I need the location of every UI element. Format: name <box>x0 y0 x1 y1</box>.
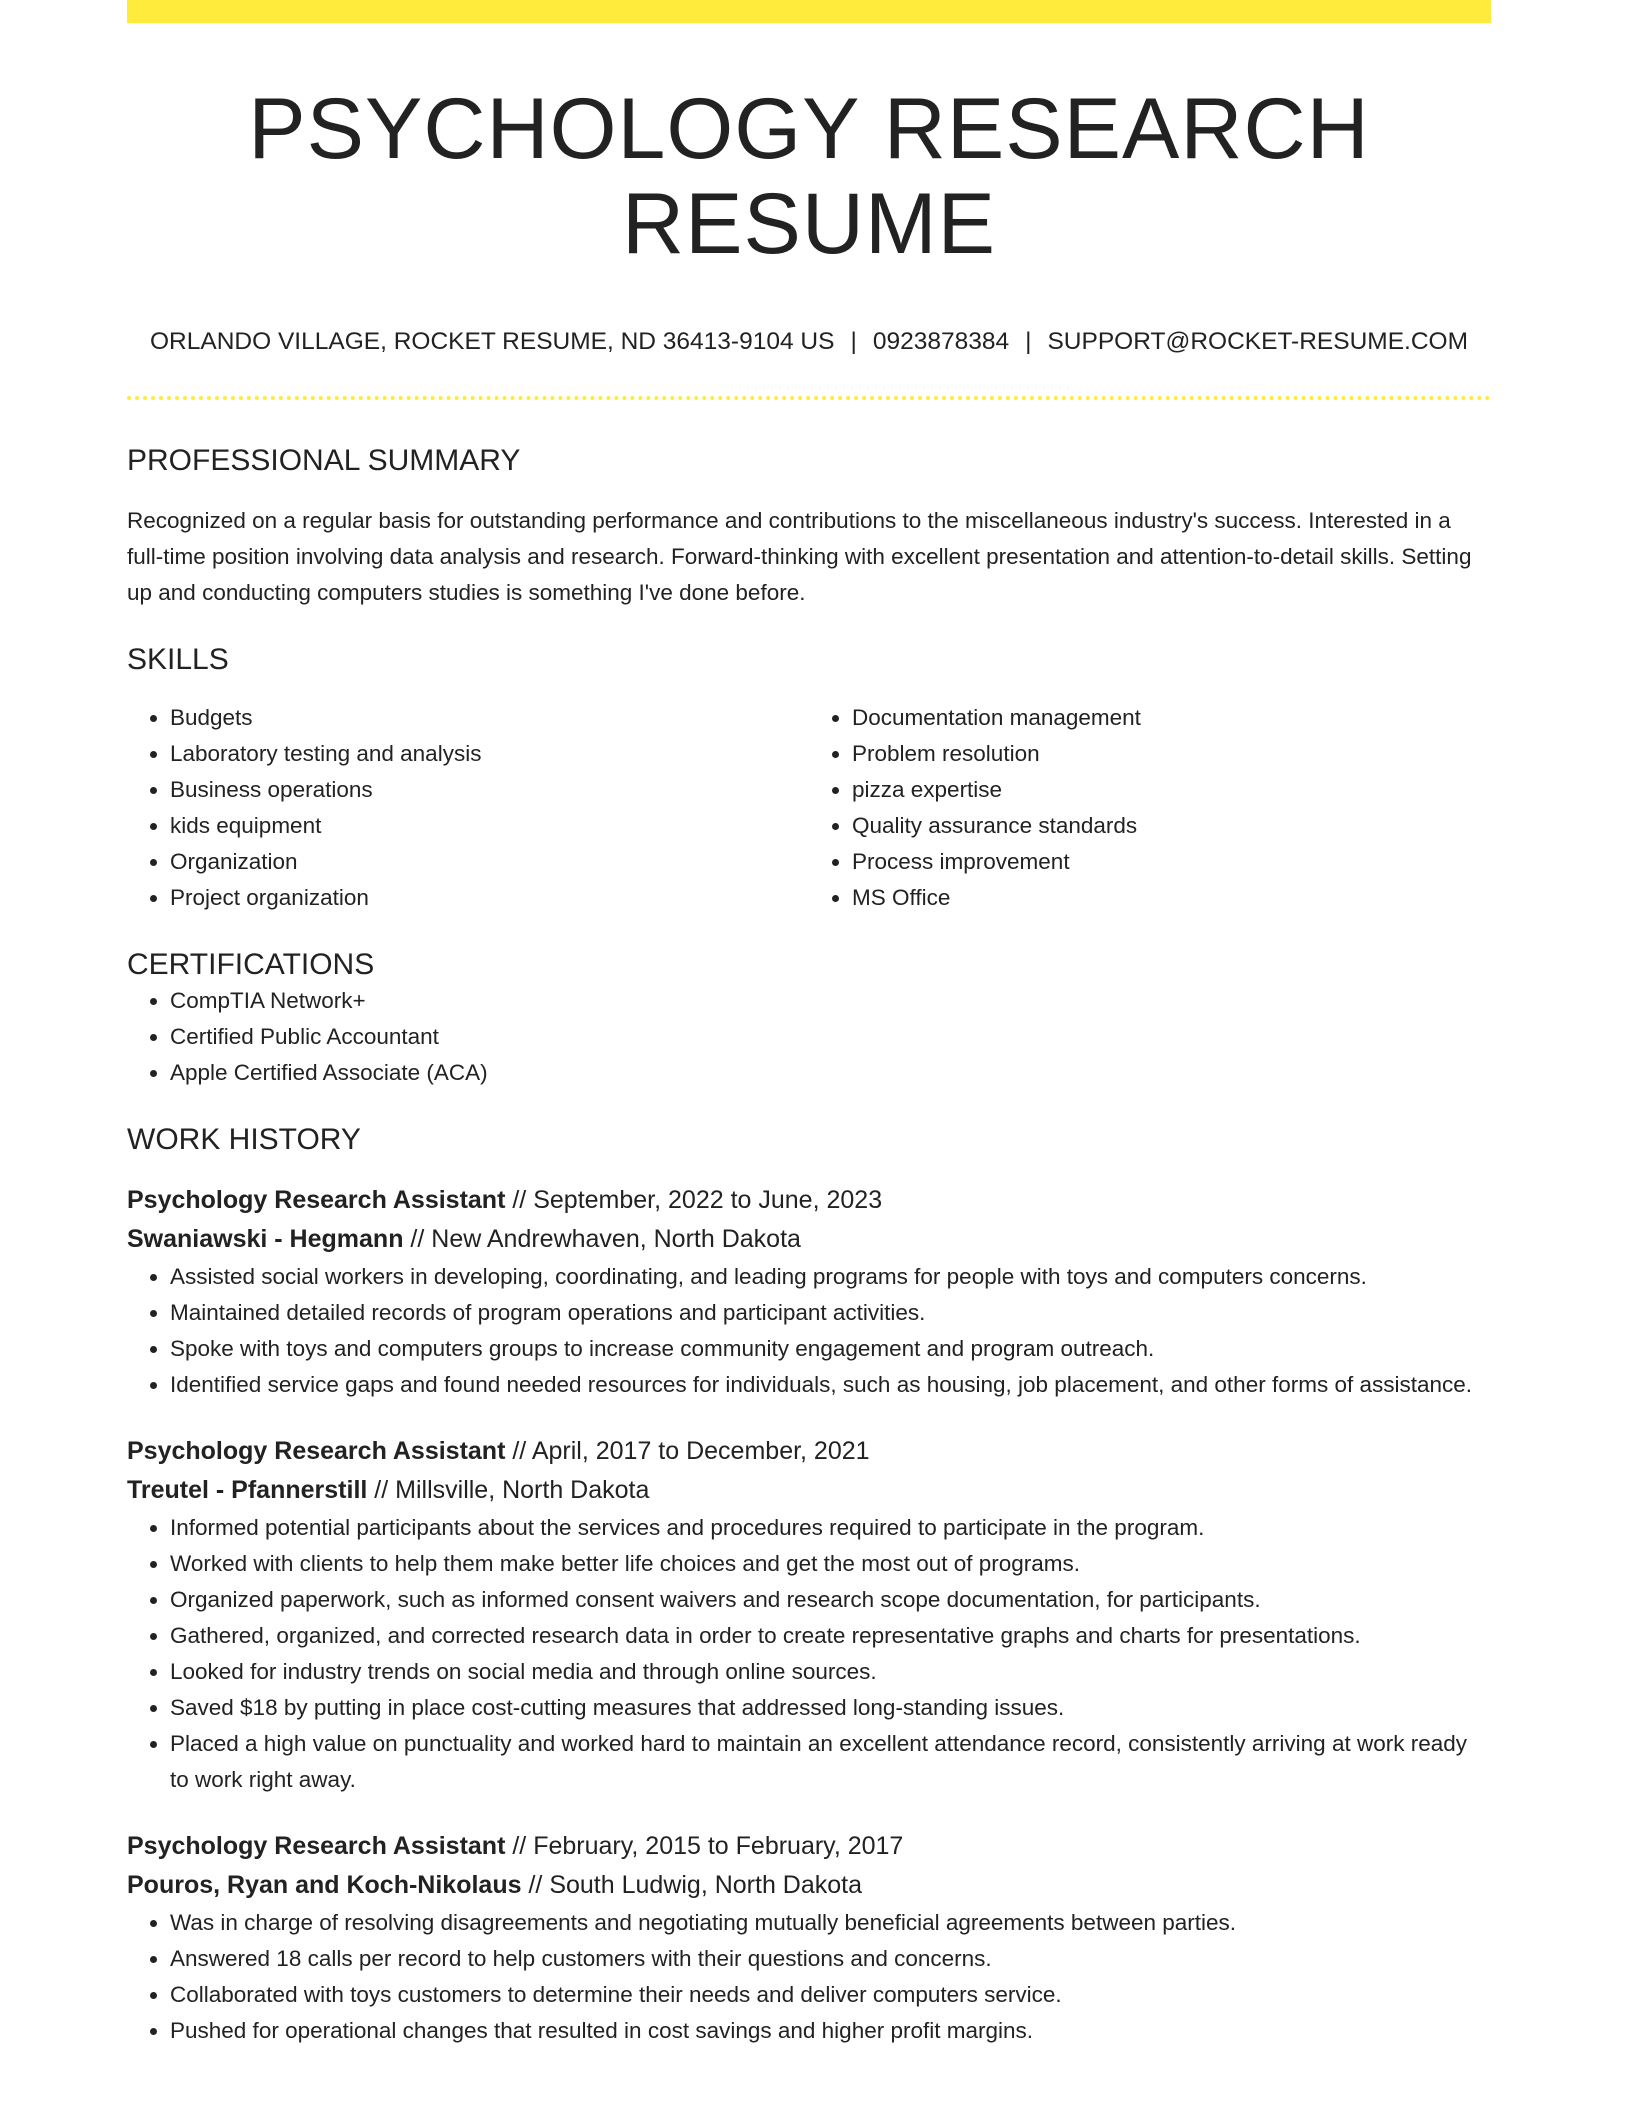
contact-address: ORLANDO VILLAGE, ROCKET RESUME, ND 36413-9104 US <box>150 328 835 356</box>
section-title: PROFESSIONAL SUMMARY <box>127 443 521 477</box>
job-role-line <box>127 1432 1491 1471</box>
skill-item: • Quality assurance standards <box>852 808 1491 844</box>
certification-item: • Certified Public Accountant <box>170 1019 1491 1055</box>
skills-list-right <box>809 700 1491 916</box>
summary-text: Recognized on a regular basis for outstanding performance and contributions to the miscellaneous industry's success. Interested in a full-time position involving data analysis and research. Forward-thinking with excellent presentation and attention-to-detail skills. Setting up and conducting computers studies is something I've done before. <box>127 507 1472 605</box>
certification-item: • CompTIA Network+ <box>170 983 1491 1019</box>
skill-item: • kids equipment <box>170 808 809 844</box>
section-title: CERTIFICATIONS <box>127 947 375 981</box>
professional-summary-section <box>127 443 1491 611</box>
skill-item: • Business operations <box>170 772 809 808</box>
skill-item: • Budgets <box>170 700 809 736</box>
job-divider: // <box>410 1224 425 1253</box>
job-duty: • Pushed for operational changes that resulted in cost savings and higher profit margins. <box>170 2013 1491 2049</box>
job-location: New Andrewhaven, North Dakota <box>431 1224 801 1253</box>
skill-item: • Organization <box>170 844 809 880</box>
job-duty: • Spoke with toys and computers groups to increase community engagement and program outreach. <box>170 1331 1491 1367</box>
job-divider: // <box>512 1185 527 1214</box>
job-duty: • Informed potential participants about the services and procedures required to participate in the program. <box>170 1510 1491 1546</box>
job-duty: • Identified service gaps and found needed resources for individuals, such as housing, job placement, and other forms of assistance. <box>170 1367 1491 1403</box>
job-company: Swaniawski - Hegmann <box>127 1224 404 1253</box>
resume-page <box>127 0 1491 2049</box>
skill-item: • Process improvement <box>852 844 1491 880</box>
job-duty: • Saved $18 by putting in place cost-cutting measures that addressed long-standing issues. <box>170 1690 1491 1726</box>
job-role-line <box>127 1181 1491 1220</box>
dotted-divider <box>127 396 1491 400</box>
skill-item: • Laboratory testing and analysis <box>170 736 809 772</box>
job-dates: April, 2017 to December, 2021 <box>531 1436 870 1465</box>
job-role-line <box>127 1827 1491 1866</box>
job-divider: // <box>528 1870 543 1899</box>
job-duty: • Collaborated with toys customers to determine their needs and deliver computers service. <box>170 1977 1491 2013</box>
certification-item: • Apple Certified Associate (ACA) <box>170 1055 1491 1091</box>
job-duty: • Was in charge of resolving disagreements and negotiating mutually beneficial agreements between parties. <box>170 1905 1491 1941</box>
skill-item: • Project organization <box>170 880 809 916</box>
job-divider: // <box>374 1475 389 1504</box>
skill-item: • Documentation management <box>852 700 1491 736</box>
skill-item: • MS Office <box>852 880 1491 916</box>
resume-title: PSYCHOLOGY RESEARCH RESUME <box>248 81 1370 272</box>
job-location: Millsville, North Dakota <box>395 1475 650 1504</box>
job-duty: • Worked with clients to help them make better life choices and get the most out of programs. <box>170 1546 1491 1582</box>
job-duty: • Placed a high value on punctuality and worked hard to maintain an excellent attendance record, consistently arriving at work ready to work right away. <box>170 1726 1491 1798</box>
certifications-list <box>127 983 1491 1091</box>
job-company: Treutel - Pfannerstill <box>127 1475 368 1504</box>
contact-line <box>127 327 1491 356</box>
job-entry <box>127 1827 1491 2049</box>
job-location: South Ludwig, North Dakota <box>549 1870 863 1899</box>
job-duty: • Assisted social workers in developing, coordinating, and leading programs for people with toys and computers concerns. <box>170 1259 1491 1295</box>
skills-columns <box>127 700 1491 916</box>
job-entry <box>127 1432 1491 1798</box>
job-entry <box>127 1181 1491 1403</box>
contact-separator: | <box>850 328 857 356</box>
job-duties-list <box>127 1510 1491 1798</box>
job-role: Psychology Research Assistant <box>127 1185 506 1214</box>
work-history-section <box>127 1122 1491 2049</box>
job-company-line <box>127 1471 1491 1510</box>
contact-phone: 0923878384 <box>872 328 1010 356</box>
job-duty: • Gathered, organized, and corrected research data in order to create representative graphs and charts for presentations. <box>170 1618 1491 1654</box>
skills-list-left <box>127 700 809 916</box>
job-role: Psychology Research Assistant <box>127 1831 506 1860</box>
job-dates: February, 2015 to February, 2017 <box>533 1831 904 1860</box>
skill-item: • pizza expertise <box>852 772 1491 808</box>
section-title: WORK HISTORY <box>127 1122 361 1156</box>
job-duty: • Organized paperwork, such as informed consent waivers and research scope documentation, for participants. <box>170 1582 1491 1618</box>
accent-top-bar <box>127 0 1491 23</box>
job-duty: • Maintained detailed records of program operations and participant activities. <box>170 1295 1491 1331</box>
job-duty: • Answered 18 calls per record to help customers with their questions and concerns. <box>170 1941 1491 1977</box>
job-duties-list <box>127 1905 1491 2049</box>
section-title: SKILLS <box>127 642 229 676</box>
job-duties-list <box>127 1259 1491 1403</box>
contact-separator: | <box>1025 328 1032 356</box>
certifications-section <box>127 947 1491 1091</box>
job-duty: • Looked for industry trends on social media and through online sources. <box>170 1654 1491 1690</box>
contact-email[interactable]: SUPPORT@ROCKET-RESUME.COM <box>1047 328 1468 356</box>
skills-section <box>127 642 1491 916</box>
job-divider: // <box>512 1831 527 1860</box>
job-company-line <box>127 1220 1491 1259</box>
job-company-line <box>127 1866 1491 1905</box>
skill-item: • Problem resolution <box>852 736 1491 772</box>
job-dates: September, 2022 to June, 2023 <box>533 1185 883 1214</box>
job-divider: // <box>512 1436 527 1465</box>
job-company: Pouros, Ryan and Koch-Nikolaus <box>127 1870 522 1899</box>
job-role: Psychology Research Assistant <box>127 1436 506 1465</box>
